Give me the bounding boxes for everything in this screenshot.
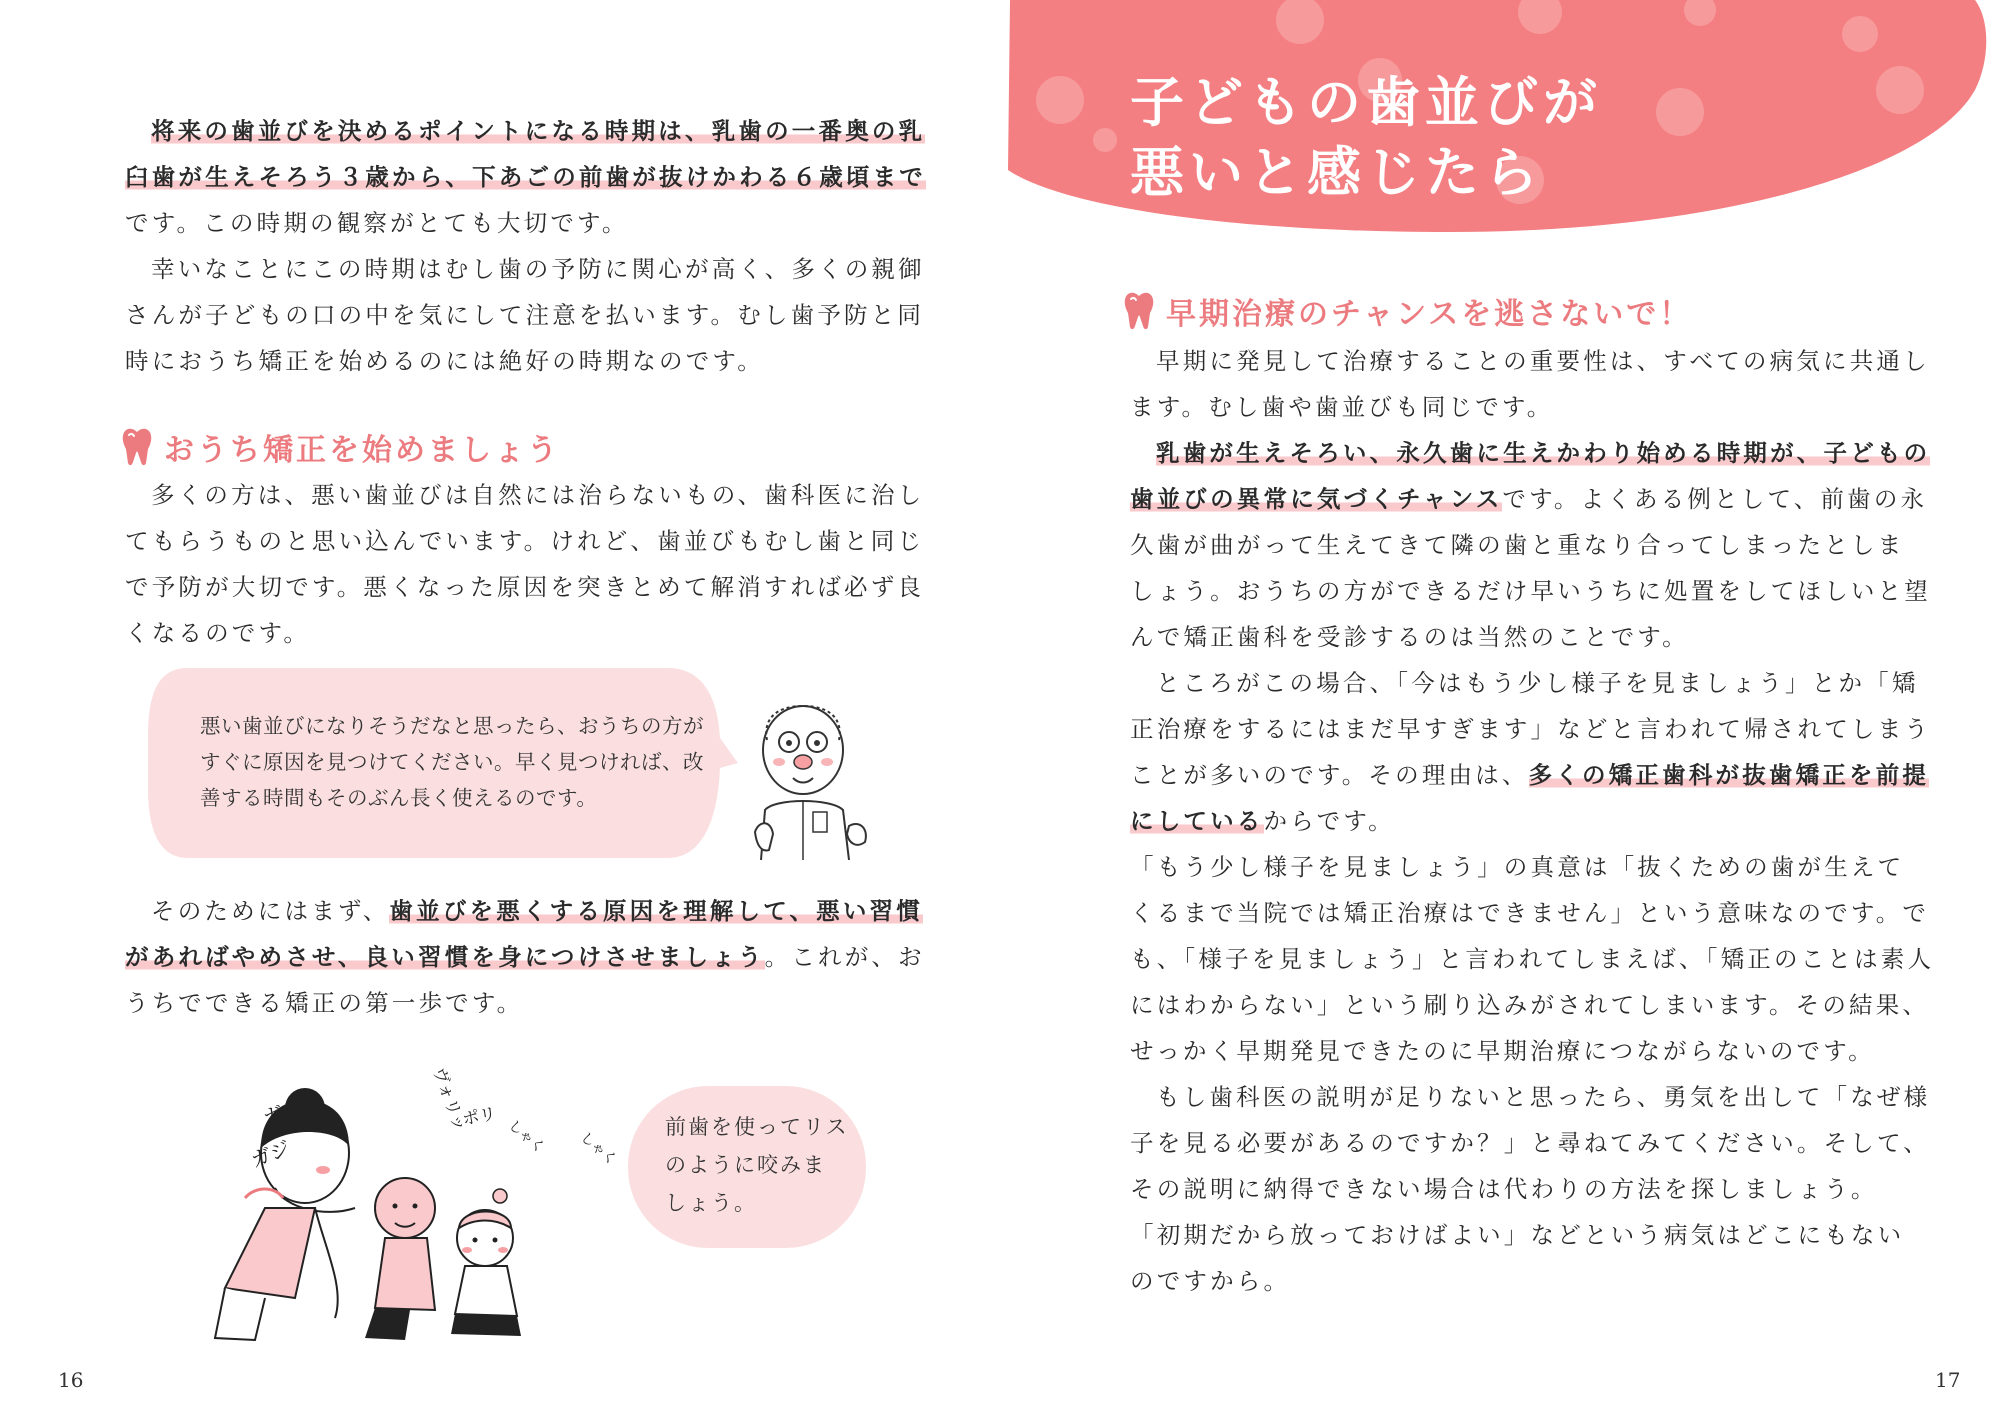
text-span: からです。 — [1263, 807, 1395, 835]
highlighted-text: 歯並びを悪くする原因を理解して、悪い習慣 — [389, 897, 923, 925]
text-line — [125, 338, 890, 384]
text-span: もし歯科医の説明が足りないと思ったら、勇気を出して「なぜ様 — [1156, 1083, 1931, 1111]
text-line — [125, 154, 926, 200]
text-span: しょう。おうちの方ができるだけ早いうちに処置をしてほしいと望 — [1130, 577, 1931, 605]
text-line — [1130, 890, 1930, 936]
text-line — [1130, 430, 1931, 476]
text-line — [1130, 1120, 1930, 1166]
text-line — [125, 292, 925, 338]
highlighted-text: 歯並びの異常に気づくチャンス — [1130, 485, 1503, 513]
text-span: くるまで当院では矯正治療はできません」という意味なのです。で — [1130, 899, 1930, 927]
text-line — [125, 564, 925, 610]
bubble-line: 善する時間もそのぶん長く使えるのです。 — [200, 786, 598, 810]
section-heading-early — [1122, 286, 1692, 336]
title-banner — [1000, 0, 2000, 240]
text-span: 。これが、お — [764, 943, 925, 971]
habit-paragraph — [125, 888, 925, 1026]
text-span: さんが子どもの口の中を気にして注意を払います。むし歯予防と同 — [125, 301, 925, 329]
text-line — [125, 980, 890, 1026]
sfx-gaji-1: ガジ — [259, 1093, 306, 1131]
title-line: 子どもの歯並びが — [1130, 71, 1602, 134]
bubble-line: すぐに原因を見つけてください。早く見つければ、改 — [200, 750, 704, 774]
highlighted-text: にしている — [1130, 807, 1264, 835]
text-line — [125, 472, 925, 518]
text-span: ことが多いのです。その理由は、 — [1130, 761, 1529, 789]
section-heading-start — [120, 422, 560, 472]
text-line — [1130, 752, 1930, 798]
text-span: です。よくある例として、前歯の永 — [1502, 485, 1928, 513]
text-line — [1130, 1258, 1895, 1304]
title-line: 悪いと感じたら — [1130, 141, 1543, 204]
early-treatment-paragraphs — [1130, 338, 1935, 1304]
text-line — [1130, 936, 1935, 982]
text-span: そのためにはまず、 — [151, 897, 390, 925]
right-page — [1000, 0, 2000, 1420]
section-heading-text: 早期治療のチャンスを逃さないで！ — [1166, 297, 1693, 332]
text-line — [1130, 614, 1895, 660]
text-span: 「もう少し様子を見ましょう」の真意は「抜くための歯が生えて — [1130, 853, 1905, 881]
text-span: も、「様子を見ましょう」と言われてしまえば、「矯正のことは素人 — [1130, 945, 1935, 973]
text-line — [1130, 338, 1930, 384]
sfx-vori: ヴォリッ — [428, 1064, 470, 1135]
text-span: 久歯が曲がって生えてきて隣の歯と重なり合ってしまったとしま — [1130, 531, 1905, 559]
text-line — [1130, 568, 1931, 614]
sfx-pori: ポリ — [460, 1104, 498, 1130]
page-number-left: 16 — [58, 1368, 84, 1392]
bubble-line: 前歯を使ってリス — [665, 1115, 849, 1139]
highlighted-text: 将来の歯並びを決めるポイントになる時期は、乳歯の一番奥の乳 — [151, 117, 926, 145]
text-line — [1130, 844, 1905, 890]
text-span: 子を見る必要があるのですか？」と尋ねてみてください。そして、 — [1130, 1129, 1930, 1157]
sfx-shaku-2: しゃく — [577, 1129, 620, 1169]
text-line — [1130, 1074, 1931, 1120]
text-line — [1130, 1028, 1895, 1074]
dentist-speech-bubble — [148, 668, 738, 858]
text-span: 幸いなことにこの時期はむし歯の予防に関心が高く、多くの親御 — [151, 255, 925, 283]
start-paragraph — [125, 472, 925, 656]
text-span: ます。むし歯や歯並びも同じです。 — [1130, 393, 1554, 421]
highlighted-text: 乳歯が生えそろい、永久歯に生えかわり始める時期が、子どもの — [1156, 439, 1931, 467]
bubble-line: しょう。 — [665, 1191, 757, 1215]
text-line — [125, 518, 925, 564]
highlighted-text: 臼歯が生えそろう３歳から、下あごの前歯が抜けかわる６歳頃まで — [125, 163, 926, 191]
text-line — [1130, 1166, 1895, 1212]
text-line — [125, 888, 923, 934]
text-span: くなるのです。 — [125, 619, 311, 647]
text-span: 正治療をするにはまだ早すぎます」などと言われて帰されてしまう — [1130, 715, 1931, 743]
text-line — [1130, 660, 1919, 706]
text-span: その説明に納得できない場合は代わりの方法を探しましょう。 — [1130, 1175, 1878, 1203]
sfx-shaku-1: しゃく — [505, 1117, 548, 1157]
text-line — [125, 934, 925, 980]
page-number-right: 17 — [1935, 1368, 1961, 1392]
text-line — [1130, 522, 1905, 568]
tooth-icon — [120, 427, 154, 467]
text-line — [125, 200, 890, 246]
intro-paragraph — [125, 108, 926, 384]
text-span: 「初期だから放っておけばよい」などという病気はどこにもない — [1130, 1221, 1905, 1249]
highlighted-text: があればやめさせ、良い習慣を身につけさせましょう — [125, 943, 765, 971]
text-line — [1130, 476, 1928, 522]
text-span: にはわからない」という刷り込みがされてしまいます。その結果、 — [1130, 991, 1930, 1019]
text-line — [125, 610, 890, 656]
page-title — [1130, 68, 1602, 208]
text-line — [1130, 798, 1895, 844]
text-line — [125, 246, 925, 292]
highlighted-text: 多くの矯正歯科が抜歯矯正を前提 — [1528, 761, 1930, 789]
dentist-illustration — [745, 700, 875, 860]
text-span: うちでできる矯正の第一歩です。 — [125, 989, 524, 1017]
text-span: 時におうち矯正を始めるのには絶好の時期なのです。 — [125, 347, 764, 375]
text-line — [1130, 982, 1930, 1028]
section-heading-text: おうち矯正を始めましょう — [164, 433, 560, 468]
text-line — [1130, 706, 1931, 752]
text-span: んで矯正歯科を受診するのは当然のことです。 — [1130, 623, 1689, 651]
tooth-icon — [1122, 291, 1156, 331]
text-span: のですから。 — [1130, 1267, 1291, 1295]
text-span: せっかく早期発見できたのに早期治療につながらないのです。 — [1130, 1037, 1875, 1065]
bubble-line: 悪い歯並びになりそうだなと思ったら、おうちの方が — [200, 714, 704, 738]
text-line — [125, 108, 926, 154]
text-span: です。この時期の観察がとても大切です。 — [125, 209, 629, 237]
text-line — [1130, 1212, 1905, 1258]
sfx-gaji-2: ガジ — [247, 1135, 294, 1173]
text-span: てもらうものと思い込んでいます。けれど、歯並びもむし歯と同じ — [125, 527, 925, 555]
text-span: ところがこの場合、「今はもう少し様子を見ましょう」とか「矯 — [1156, 669, 1919, 697]
text-span: 多くの方は、悪い歯並びは自然には治らないもの、歯科医に治し — [151, 481, 925, 509]
text-span: 早期に発見して治療することの重要性は、すべての病気に共通し — [1156, 347, 1930, 375]
text-line — [1130, 384, 1895, 430]
text-span: で予防が大切です。悪くなった原因を突きとめて解消すれば必ず良 — [125, 573, 925, 601]
bubble-line: のように咬みま — [665, 1153, 826, 1177]
